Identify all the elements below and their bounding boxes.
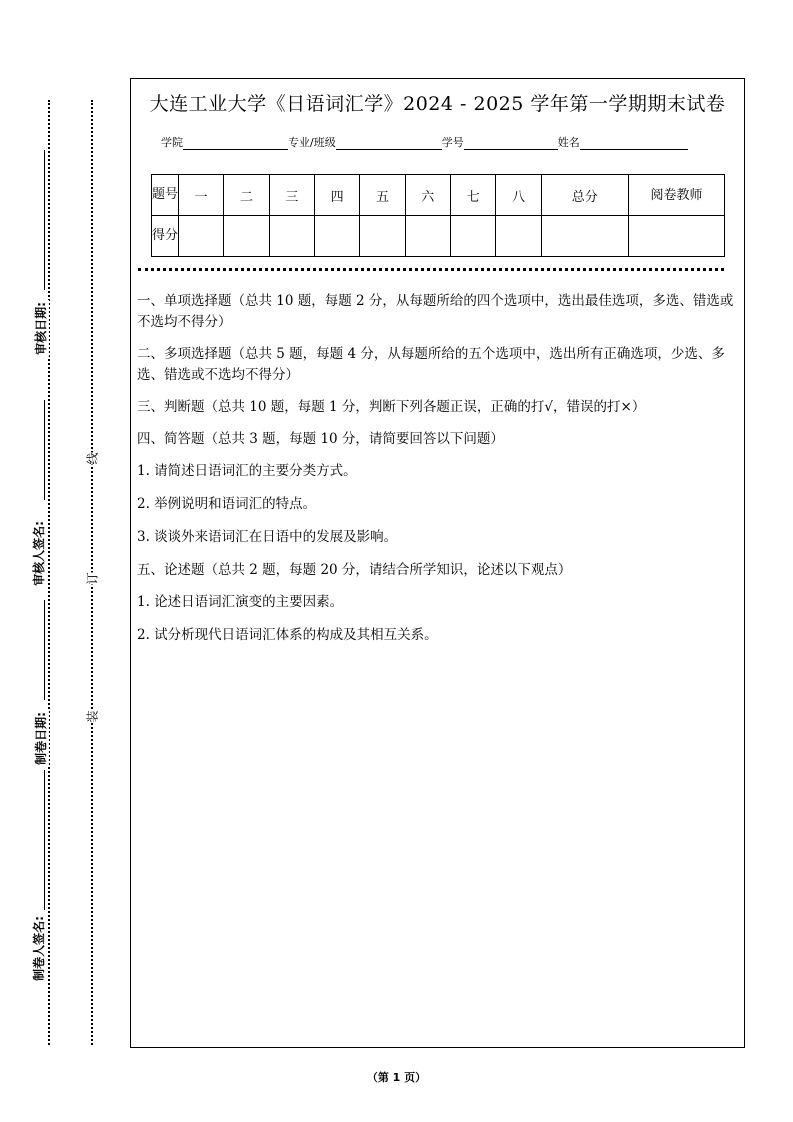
score-table-header-row <box>152 175 725 216</box>
grader-label: 阅卷教师 <box>629 175 725 216</box>
make-date-line <box>44 600 45 700</box>
grader-cell[interactable] <box>629 216 725 257</box>
name-label: 姓名 <box>557 136 580 149</box>
score-cell[interactable] <box>450 216 495 257</box>
reviewer-sign-line <box>44 400 45 500</box>
section-3: 三、判断题（总共 10 题，每题 1 分，判断下列各题正误，正确的打√，错误的打×） <box>137 399 646 415</box>
score-table <box>151 174 725 257</box>
score-table-score-row <box>152 216 725 257</box>
score-cell[interactable] <box>179 216 224 257</box>
score-cell[interactable] <box>314 216 359 257</box>
score-cell[interactable] <box>405 216 450 257</box>
student-id-label: 学号 <box>441 136 464 149</box>
question-number-label: 题号 <box>152 175 179 216</box>
student-info-row <box>161 134 688 150</box>
review-date-label: 审核日期: <box>33 302 48 355</box>
score-cell[interactable] <box>269 216 314 257</box>
college-label: 学院 <box>161 136 183 149</box>
score-cell[interactable] <box>496 216 541 257</box>
review-date-line <box>44 150 45 290</box>
score-cell[interactable] <box>224 216 269 257</box>
score-col-8: 八 <box>496 175 541 216</box>
section-5-item: 2. 试分析现代日语词汇体系的构成及其相互关系。 <box>137 627 438 643</box>
score-col-7: 七 <box>450 175 495 216</box>
score-col-5: 五 <box>360 175 405 216</box>
section-4-item: 1. 请简述日语词汇的主要分类方式。 <box>137 463 357 479</box>
section-4-item: 2. 举例说明和语词汇的特点。 <box>137 496 317 512</box>
score-col-2: 二 <box>224 175 269 216</box>
section-5-item: 1. 论述日语词汇演变的主要因素。 <box>137 594 344 610</box>
score-cell[interactable] <box>360 216 405 257</box>
major-label: 专业/班级 <box>288 136 336 149</box>
binding-line-char: 线 <box>85 452 100 465</box>
name-field[interactable] <box>580 137 688 150</box>
student-id-field[interactable] <box>464 137 558 150</box>
score-cell-total[interactable] <box>541 216 628 257</box>
exam-frame <box>130 78 745 1048</box>
major-field[interactable] <box>336 137 442 150</box>
section-2: 二、多项选择题（总共 5 题，每题 4 分，从每题所给的五个选项中，选出所有正确选项，少选、多选、错选或不选均不得分） <box>137 346 725 383</box>
section-1: 一、单项选择题（总共 10 题，每题 2 分，从每题所给的四个选项中，选出最佳选项，多选、错选或不选均不得分） <box>137 293 734 330</box>
score-label: 得分 <box>152 216 179 257</box>
section-5: 五、论述题（总共 2 题，每题 20 分，请结合所学知识，论述以下观点） <box>137 562 572 578</box>
exam-questions <box>137 291 736 658</box>
maker-sign-label: 制卷人签名: <box>31 916 46 981</box>
college-field[interactable] <box>183 137 288 150</box>
score-col-4: 四 <box>314 175 359 216</box>
section-4: 四、简答题（总共 3 题，每题 10 分，请简要回答以下问题） <box>137 431 504 447</box>
score-col-3: 三 <box>269 175 314 216</box>
binding-zhuang-char: 装 <box>85 710 100 723</box>
score-col-1: 一 <box>179 175 224 216</box>
binding-ding-char: 订 <box>85 572 100 585</box>
exam-title: 大连工业大学《日语词汇学》2024 - 2025 学年第一学期期末试卷 <box>149 93 726 115</box>
make-date-label: 制卷日期: <box>33 712 48 765</box>
header-dotted-divider <box>138 268 724 271</box>
score-col-total: 总分 <box>541 175 628 216</box>
section-4-item: 3. 谈谈外来语词汇在日语中的发展及影响。 <box>137 529 398 545</box>
page-number: （第 1 页） <box>366 1071 427 1084</box>
maker-sign-line <box>44 770 45 910</box>
reviewer-sign-label: 审核人签名: <box>31 521 46 586</box>
score-col-6: 六 <box>405 175 450 216</box>
left-dotted-rule <box>48 100 62 1045</box>
